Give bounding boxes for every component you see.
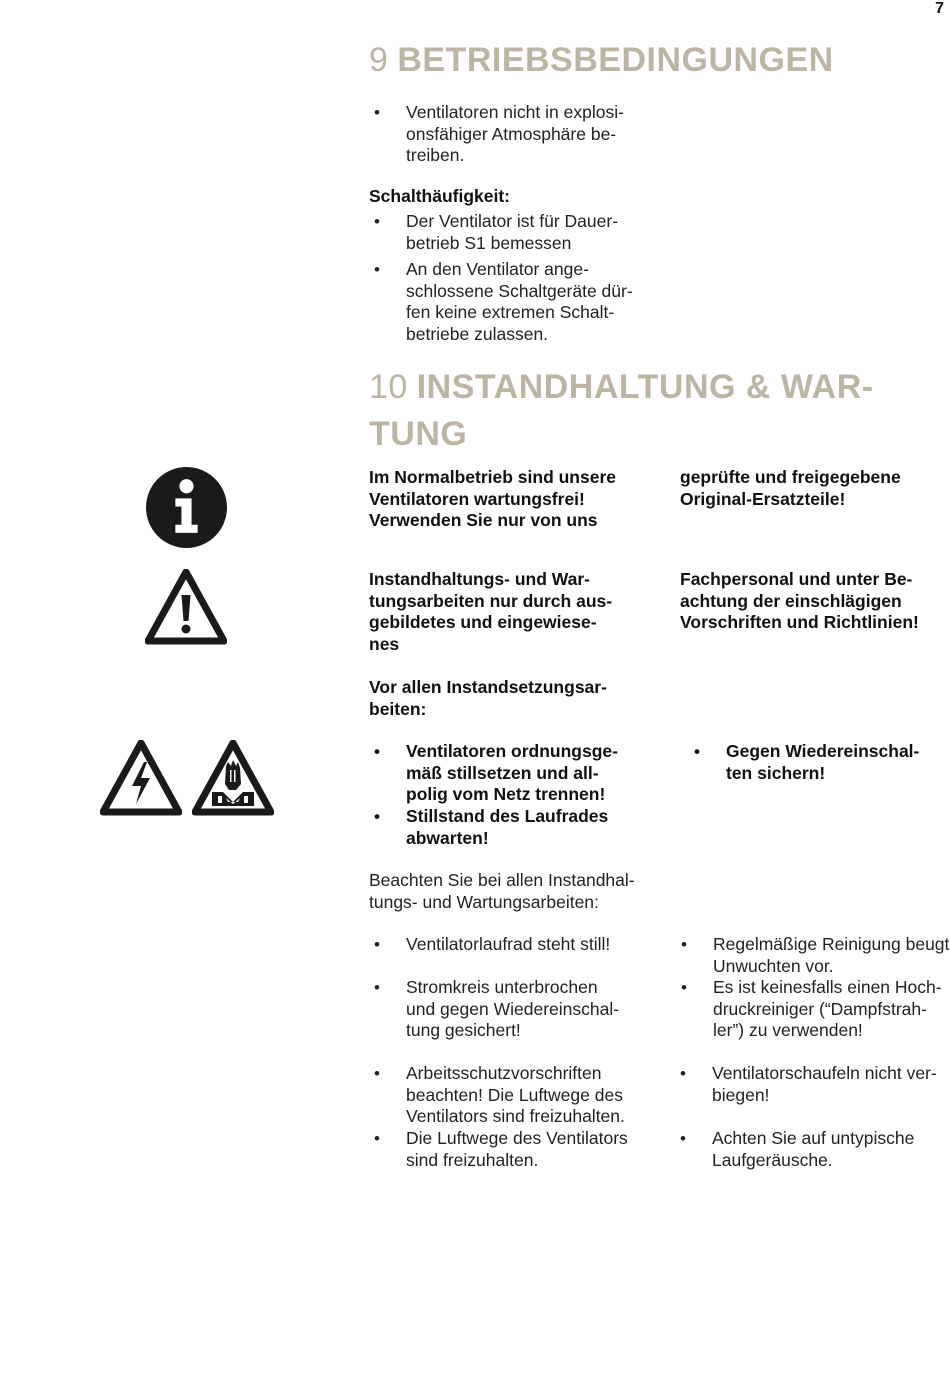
text-line: Stromkreis unterbrochen <box>406 977 598 997</box>
list-item <box>374 977 666 1042</box>
text-line: Instandhaltungs- und War- <box>369 569 590 589</box>
text-line: Es ist keinesfalls einen Hoch- <box>713 977 942 997</box>
info-text-left <box>369 467 659 532</box>
text-line: onsfähiger Atmosphäre be- <box>406 123 617 144</box>
section-title-line-1: INSTANDHALTUNG & WAR- <box>416 368 874 406</box>
text-line: Original-Ersatzteile! <box>680 488 846 509</box>
hand-crush-hazard-icon <box>192 740 274 816</box>
list-item <box>374 102 666 167</box>
text-line: biegen! <box>712 1084 770 1105</box>
text-line: Vorschriften und Richtlinien! <box>680 612 919 632</box>
text-line: tungs- und Wartungsarbeiten: <box>369 891 599 912</box>
text-line: schlossene Schaltgeräte dür- <box>406 280 633 301</box>
text-line: Verwenden Sie nur von uns <box>369 510 598 530</box>
page-number: 7 <box>935 0 944 17</box>
warning-text-left <box>369 569 659 655</box>
text-line: Laufgeräusche. <box>712 1149 833 1170</box>
text-line: Ventilatoren nicht in explosi- <box>406 102 624 122</box>
text-line: betrieb S1 bemessen <box>406 232 572 253</box>
list-item <box>374 1128 666 1171</box>
section-title-line-2: TUNG <box>369 415 468 453</box>
text-line: achtung der einschlägigen <box>680 590 902 611</box>
warning-icon <box>145 569 227 645</box>
text-line: Vor allen Instandsetzungsar- <box>369 677 607 697</box>
text-line: nes <box>369 633 400 654</box>
section-title: BETRIEBSBEDINGUNGEN <box>397 41 834 79</box>
list-item <box>374 259 666 345</box>
subheading: Schalthäufigkeit: <box>369 186 510 206</box>
text-line: ler”) zu verwenden! <box>713 1020 863 1040</box>
list-item <box>374 211 666 254</box>
text-line: Ventilatorschaufeln nicht ver- <box>712 1063 937 1083</box>
text-line: Ventilators sind freizuhalten. <box>406 1106 625 1126</box>
text-line: Achten Sie auf untypische <box>712 1128 915 1148</box>
info-icon <box>146 467 227 548</box>
bullet: • <box>374 212 380 231</box>
text-line: tungsarbeiten nur durch aus- <box>369 590 613 611</box>
text-line: Arbeitsschutzvorschriften <box>406 1063 602 1083</box>
text-line: Gegen Wiedereinschal- <box>726 741 920 761</box>
list-item <box>680 1128 944 1171</box>
text-line: Beachten Sie bei allen Instandhal- <box>369 870 635 890</box>
text-line: Der Ventilator ist für Dauer- <box>406 211 619 231</box>
list-item <box>374 741 666 806</box>
text-line: beiten: <box>369 698 427 719</box>
bullet: • <box>374 742 380 761</box>
bullet: • <box>680 1064 686 1083</box>
bullet: • <box>374 1064 380 1083</box>
bullet: • <box>374 935 380 954</box>
text-line: fen keine extremen Schalt- <box>406 302 615 322</box>
list-item <box>374 934 666 956</box>
bullet: • <box>680 1129 686 1148</box>
beachten-intro <box>369 870 669 913</box>
text-line: tung gesichert! <box>406 1020 521 1040</box>
bullet: • <box>374 103 380 122</box>
list-item <box>694 741 940 784</box>
section-9-heading <box>369 40 834 87</box>
text-line: ten sichern! <box>726 762 826 783</box>
bullet: • <box>374 260 380 279</box>
bullet: • <box>694 742 700 761</box>
text-line: beachten! Die Luftwege des <box>406 1084 623 1105</box>
text-line: druckreiniger (“Dampfstrah- <box>713 998 927 1019</box>
text-line: Im Normalbetrieb sind unsere <box>369 467 617 487</box>
section-number: 9 <box>369 41 389 79</box>
info-text-right <box>680 467 940 510</box>
list-item <box>681 977 945 1042</box>
section-number: 10 <box>369 368 408 406</box>
text-line: Ventilatoren wartungsfrei! <box>369 488 585 509</box>
bullet: • <box>681 978 687 997</box>
text-line: geprüfte und freigegebene <box>680 467 901 487</box>
text-line: betriebe zulassen. <box>406 323 549 344</box>
list-item <box>680 1063 944 1106</box>
bullet: • <box>681 935 687 954</box>
list-item <box>681 934 950 977</box>
text-line: Fachpersonal und unter Be- <box>680 569 913 589</box>
text-line: polig vom Netz trennen! <box>406 784 606 804</box>
text-line: Ventilatorlaufrad steht still! <box>406 934 611 954</box>
text-line: Ventilatoren ordnungsge- <box>406 741 618 761</box>
bullet: • <box>374 1129 380 1148</box>
text-line: gebildetes und eingewiese- <box>369 612 597 632</box>
bullet: • <box>374 978 380 997</box>
text-line: und gegen Wiedereinschal- <box>406 998 620 1019</box>
text-line: treiben. <box>406 145 465 165</box>
section-10-heading <box>369 367 874 461</box>
bullet: • <box>374 807 380 826</box>
list-item <box>374 1063 666 1128</box>
text-line: sind freizuhalten. <box>406 1149 539 1170</box>
electric-hazard-icon <box>100 740 182 816</box>
warning-text-right <box>680 569 940 634</box>
vor-allen-heading <box>369 677 659 720</box>
text-line: abwarten! <box>406 827 489 848</box>
text-line: Unwuchten vor. <box>713 955 834 976</box>
text-line: An den Ventilator ange- <box>406 259 589 279</box>
text-line: Regelmäßige Reinigung beugt <box>713 934 950 954</box>
text-line: mäß stillsetzen und all- <box>406 762 599 783</box>
text-line: Stillstand des Laufrades <box>406 806 609 826</box>
list-item <box>374 806 666 849</box>
text-line: Die Luftwege des Ventilators <box>406 1128 628 1148</box>
